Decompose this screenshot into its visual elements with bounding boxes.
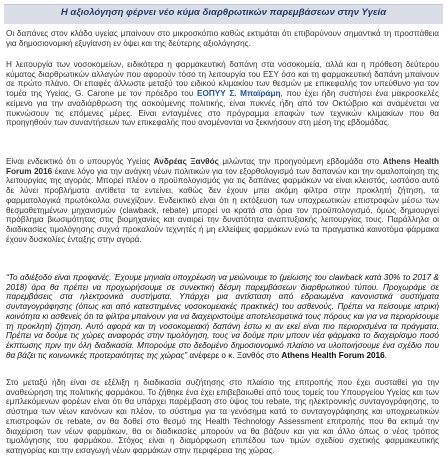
paragraph-committee — [6, 378, 439, 456]
paragraph-text: ανέφερε ο κ. Ξανθός στο — [189, 350, 280, 360]
paragraph-text: Η λειτουργία των νοσοκομείων, ειδικότερα η φαρμακευτική δαπάνη στα νοσοκομεία, αλλά και η πρόθεση δεύτερου κύματος διαρθρωτικών αλλαγών που αφορούν τόσο τη λειτουργία του ΕΣΥ όσο και τη φαρμακευτική δαπάνη μπαίνουν σε πρώτο πλάνο. Οι επαφές άλλωστε μεταξύ του ειδικού κλιμακίου των θεσμών με επικεφαλής τον υπεύθυνο για τον τομέα της Υγείας, G. Carone με τον πρόεδρο του — [6, 60, 439, 99]
paragraph-text: Οι δαπάνες στον κλάδο υγείας μπαίνουν στο μικροσκόπιο καθώς εκτιμάται ότι επιβαρύνουν σημαντικά τη προσπάθεια για δημοσιονομική εξυγίανση εν όψει και της δεύτερης αξιολόγησης. — [6, 29, 439, 48]
forum-name: Athens Health Forum 2016 — [281, 350, 385, 360]
minister-quote: “Το αδιέξοδο είναι προφανές. Έχουμε μηνιαία υποχρέωση να μειώνουμε το (μείωσης του clawback κατά 30% το 2017 & 2018) άρα θα πρέπει να προχωρήσουμε σε συνεκτική δέσμη παρεμβάσεων διαρθρωτικού τύπου. Προχωράμε σε παρεμβάσεις στα ηλεκτρονικά συστήματα. Υπάρχει μια αντίσταση από εδραιωμένα κανονιστικά συστήματα συνταγογράφησης (όπως και από κατεστημένες νοσοκομειακές πρακτικές) του ασθενούς. Πρέπει να πείσουμε ιατρική κοινότητα κι ασθενείς ότι τα φίλτρα μπαίνουν για να διαχειριστούμε αποτελεσματικά τους πόρους και για να περιορίσουμε τη προκλητή ζήτηση. Αυτό αφορά και τη νοσοκομειακή δαπάνη έστω κι αν εκεί είναι πιο περιορισμένα τα πράγματα. Πρέπει να δούμε τις χώρες αναφοράς στην τιμολόγηση, τους να δούμε πριν μπουν νέα φάρμακα το διαχειρίσιμο ποσό έκπτωσης πριν την όλη διαδικασία. Μπορούμε στο δεδομένο δημοσιονομικό πλαίσιο να υλοποιήσουμε ένα σχέδιο που θα βάζει τις κοινωνικές προτεραιότητες της χώρας” — [6, 273, 439, 360]
paragraph-quote — [6, 273, 439, 360]
forum-name: Athens Health Forum 2016 — [6, 157, 440, 176]
title-bar — [4, 4, 443, 24]
paragraph-minister — [6, 157, 439, 244]
paragraph-text: μιλώντας την προηγούμενη εβδομάδα στο — [222, 157, 380, 166]
minister-name: Ανδρέας Ξανθός — [153, 157, 219, 166]
paragraph-intro — [6, 29, 439, 48]
eopyy-link[interactable]: ΕΟΠΥΥ Σ. Μπαϊράμη — [197, 89, 281, 99]
article-title: Η αξιολόγηση φέρνει νέο κύμα διαρθρωτικών παρεμβάσεων στην Υγεία — [60, 7, 387, 18]
paragraph-text: Στο μεταξύ ήδη είναι σε εξέλιξη η διαδικασία συζήτησης στο πλαίσιο της επιτροπής που έχει συσταθεί για την αναθεώρηση της πολιτικής φαρμάκου. Το ζήθηκε ένα έχει επιβεβαιωθεί από τους τομείς του Υπουργείου Υγείας και των εμπλεκόμενων φορέων είναι ότι θα υπάρχει παρέμβαση στο ύψος του rebate, της ηλεκτρονικής συνταγογράφησης, το σύστημα των νέων κανόνων και πλέον, το σύστημα για τα γενόσημα κατά το συνταγογράφησης και υποχρεωτικών επιστροφών σε rebate, αν θα δοθεί στο θεσμό της Health Technology Assessment επιτροπής που θα εκτιμά την διαχείριση των νέων φαρμάκων, θα οι διαδικασίες μπορούν να θα βάζουν και για και άλλο όπως ο νέος τρόπος τιμολόγησης του φαρμάκου. Στόχος είναι η διαμόρφωση επιπέδου των τιμών σχεδίου σχετικής φαρμακευτικής κατηγορίας και την εισαγωγή νέων φαρμάκων στην περιφέρεια της χώρας. — [6, 378, 439, 455]
paragraph-hospitals — [6, 60, 439, 128]
paragraph-text: , που έχει ήδη συστήσει ένα μακροσκελές κείμενο για την αναδιάρθρωση της ασκούμενης πολιτικής, είναι πυκνές ήδη από τον Οκτώβριο και αναμένεται να πυκνώσουν τις επόμενες μέρες. Είναι ενταγμένες στο πρόγραμμα επαφών των τεχνικών κλιμακίων που θα προηγηθούν των συναντήσεων των επικεφαλής που αναμένονται να ξεκινήσουν στη μέση της εβδομάδας. — [6, 89, 439, 128]
paragraph-text: . — [384, 350, 387, 360]
paragraph-text: έκανε λόγο για την ανάγκη νέων πολιτικών για τον εξορθολογισμό των δαπανών και την ομαλοποίηση της λειτουργίας της αγοράς. Μπορεί πλέον ο προϋπολογισμός για τις δαπάνες φαρμάκων να είναι κλειστός, ωστόσο αυτό δε λύνει προβλήματα αντίθετα τα εντείνει, καθώς δεν έχουν μπει ακόμη φίλτρα στην προκλητή ζήτηση, τα φαρματολογικά πρωτόκολλα συνεχίζουν. Ενδεικτικό είναι ότι η εκτόξευση των υποχρεωτικών επιστροφών μέσω των θεσμοθετημένων μηχανισμών (clawback, rebate) μπορεί να κρατά στα όρια τον προϋπολογισμό, όμως δημιουργεί πρόβλημα βιωσιμότητας στις βιομηχανίες και αναιρεί την δυνατότητα αναπτυξιακής λειτουργίας τους. Παράλληλα οι διαδικασίες τιμολόγησης συχνά προκαλούν τεχνητές ή μη ελλείψεις φαρμάκων ενώ τα πραγματικά καινοτόμα φάρμακα έχουν δυσκολίες ένταξης στην αγορά. — [6, 166, 439, 244]
paragraph-text: Είναι ενδεικτικό ότι ο υπουργός Υγείας — [6, 157, 151, 166]
